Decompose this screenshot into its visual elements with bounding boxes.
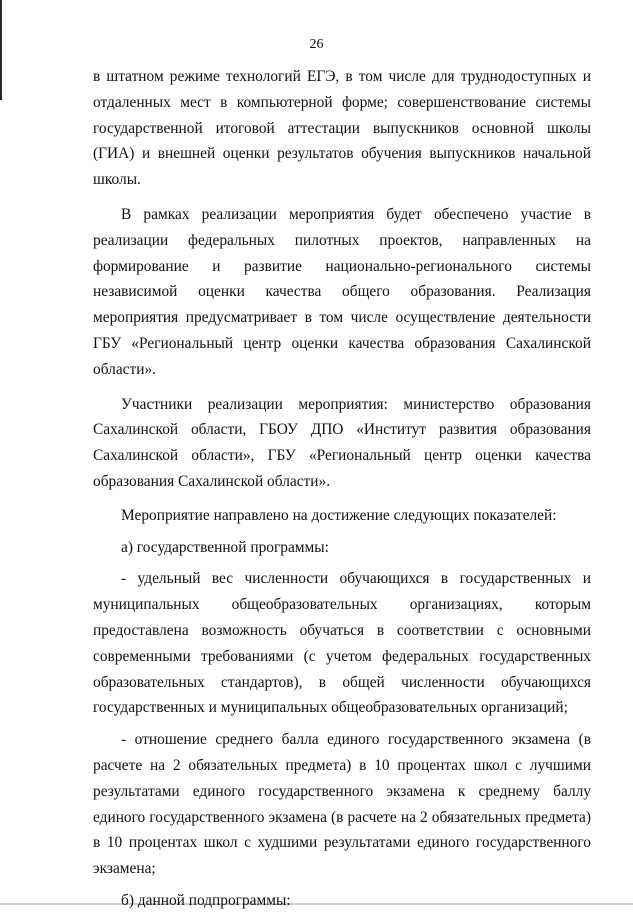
paragraph-pilot-projects: В рамках реализации мероприятия будет обеспечено участие в реализации федеральных пилотных проектов, направленных на формирование и развитие национально-регионального системы независимой оценки качества общего образования. Реализация мероприятия предусматривает в том числе осуществление деятельности ГБУ «Региональный центр оценки качества образования Сахалинской области». xyxy=(93,205,591,378)
list-item-exam-score-ratio: - отношение среднего балла единого государственного экзамена (в расчете на 2 обязательных предмета) в 10 процентах школ с лучшими результатами единого государственного экзамена к среднему баллу единого государственного экзамена (в расчете на 2 обязательных предмета) в 10 процентах школ с худшими результатами единого государственного экзамена; xyxy=(93,731,591,878)
paragraph-participants: Участники реализации мероприятия: министерство образования Сахалинской области, ГБОУ ДПО «Институт развития образования Сахалинской области», ГБУ «Региональный центр оценки качества образования Сахалинской области». xyxy=(93,395,591,490)
paragraph-indicators-intro: Мероприятие направлено на достижение следующих показателей: xyxy=(121,506,557,524)
list-heading-state-program: а) государственной программы: xyxy=(121,538,329,556)
body-text xyxy=(93,64,591,914)
list-item-share-of-students: - удельный вес численности обучающихся в государственных и муниципальных общеобразовательных организациях, которым предоставлена возможность обучаться в соответствии с основными современными требованиями (с учетом федеральных государственных образовательных стандартов), в общей численности обучающихся государственных и муниципальных общеобразовательных организаций; xyxy=(93,570,591,717)
page-number: 26 xyxy=(309,37,324,52)
paragraph-continuation: в штатном режиме технологий ЕГЭ, в том числе для труднодоступных и отдаленных мест в компьютерной форме; совершенствование системы государственной итоговой аттестации выпускников основной школы (ГИА) и внешней оценки результатов обучения выпускников начальной школы. xyxy=(93,68,591,189)
list-heading-subprogram: б) данной подпрограммы: xyxy=(121,891,291,909)
